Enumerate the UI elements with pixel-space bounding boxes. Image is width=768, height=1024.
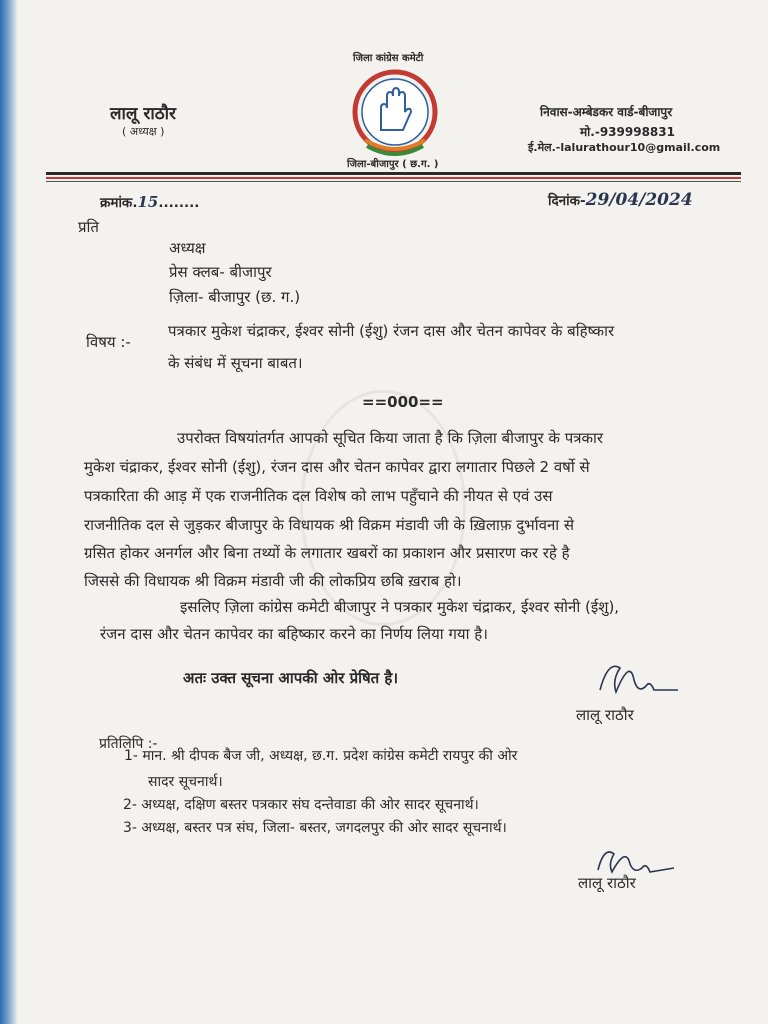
- copy-item2: 2- अध्यक्ष, दक्षिण बस्तर पत्रकार संघ दन्तेवाडा की ओर सादर सूचनार्थ।: [123, 797, 479, 813]
- recipient-line1: अध्यक्ष: [169, 239, 206, 257]
- copy-item1-line2: सादर सूचनार्थ।: [148, 774, 223, 790]
- ref-number: क्रमांक.15........: [100, 193, 200, 211]
- header-rule-thin: [46, 181, 741, 182]
- date-label: दिनांक-: [548, 193, 586, 209]
- letter-date: [548, 190, 693, 210]
- signature1-name: लालू राठौर: [576, 706, 634, 724]
- body-p2-line1: इसलिए ज़िला कांग्रेस कमेटी बीजापुर ने पत्रकार मुकेश चंद्राकर, ईश्वर सोनी (ईशु),: [180, 598, 620, 616]
- subject-label: विषय :-: [86, 333, 131, 351]
- body-p1-line3: पत्रकारिता की आड़ में एक राजनीतिक दल विशेष को लाभ पहुँचाने की नीयत से एवं उस: [84, 487, 553, 505]
- header-rule-red: [46, 177, 741, 179]
- body-p1-line2: मुकेश चंद्राकर, ईश्वर सोनी (ईशु), रंजन दास और चेतन कापेवर द्वारा लगातार पिछले 2 वर्षो से: [84, 458, 590, 476]
- subject-line2: के संबंध में सूचना बाबत।: [168, 354, 303, 372]
- body-p1-line4: राजनीतिक दल से जुड़कर बीजापुर के विधायक श्री विक्रम मंडावी जी के ख़िलाफ़ दुर्भावना से: [84, 516, 575, 534]
- logo-top-text: जिला कांग्रेस कमेटी: [353, 53, 424, 64]
- closing-line: अतः उक्त सूचना आपकी ओर प्रेषित है।: [183, 669, 399, 687]
- letterhead-email: ई.मेल.-lalurathour10@gmail.com: [528, 141, 721, 154]
- ref-dots: ........: [158, 195, 200, 211]
- ref-number-value: 15: [137, 193, 159, 211]
- body-p1-line5: ग्रसित होकर अनर्गल और बिना तथ्यों के लगातार खबरों का प्रकाशन और प्रसारण कर रहे है: [84, 544, 570, 562]
- page-edge-shadow: [0, 0, 18, 1024]
- hand-emblem-icon: [345, 56, 445, 166]
- body-p2-line2: रंजन दास और चेतन कापेवर का बहिष्कार करने का निर्णय लिया गया है।: [100, 625, 488, 643]
- copy-item3: 3- अध्यक्ष, बस्तर पत्र संघ, जिला- बस्तर, जगदलपुर की ओर सादर सूचनार्थ।: [123, 820, 507, 836]
- letterhead-phone: मो.-939998831: [580, 125, 675, 139]
- letterhead-role: ( अध्यक्ष ): [122, 125, 165, 138]
- subject-line1: पत्रकार मुकेश चंद्राकर, ईश्वर सोनी (ईशु) रंजन दास और चेतन कापेवर के बहिष्कार: [168, 322, 615, 340]
- signature2-name: लालू राठौर: [578, 874, 636, 892]
- recipient-line3: ज़िला- बीजापुर (छ. ग.): [169, 288, 301, 306]
- logo-bottom-text: जिला-बीजापुर ( छ.ग. ): [347, 159, 439, 170]
- prati-label: प्रति: [78, 218, 99, 236]
- ref-label: क्रमांक: [100, 195, 133, 211]
- header-rule-black: [46, 172, 741, 175]
- body-p1-line6: जिससे की विधायक श्री विक्रम मंडावी जी की लोकप्रिय छबि ख़राब हो।: [84, 572, 462, 590]
- copy-item1-line1: 1- मान. श्री दीपक बैज जी, अध्यक्ष, छ.ग. प्रदेश कांग्रेस कमेटी रायपुर की ओर: [124, 748, 518, 764]
- letterhead-name: लालू राठौर: [110, 104, 176, 124]
- date-value: 29/04/2024: [585, 190, 693, 210]
- recipient-line2: प्रेस क्लब- बीजापुर: [169, 263, 272, 281]
- separator: ==000==: [362, 393, 444, 411]
- signature-scribble-icon: [590, 650, 685, 705]
- copies-label: प्रतिलिपि :-: [99, 736, 158, 752]
- body-p1-line1: उपरोक्त विषयांतर्गत आपको सूचित किया जाता है कि ज़िला बीजापुर के पत्रकार: [177, 429, 604, 447]
- congress-logo: [345, 48, 445, 168]
- letterhead-address: निवास-अम्बेडकर वार्ड-बीजापुर: [540, 105, 673, 119]
